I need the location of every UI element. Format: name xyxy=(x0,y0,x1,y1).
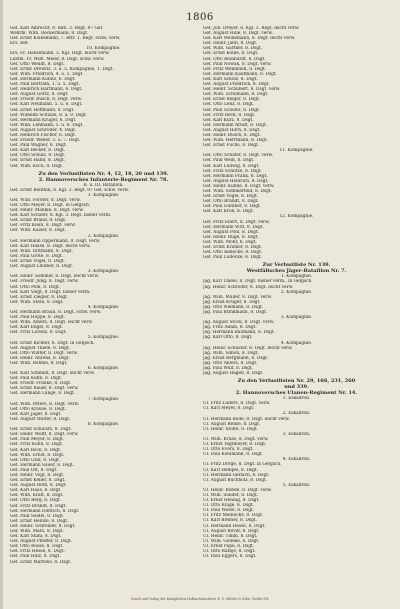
list-entry: Gef. Hermann Braun, 8. Dsgt. schw. verw. xyxy=(10,309,102,315)
list-entry: Gef. Ernst Rieger, 8. Dsgt. xyxy=(203,97,261,103)
list-entry: Ldstm. Fr. Wilh. Meier, 8. Dsgt. schw. verw. xyxy=(10,56,105,62)
subsection-heading: 3. Eskadron. xyxy=(282,431,311,437)
list-entry: Jäg. Paul Wulf, 8. Dsgt. xyxy=(203,366,254,371)
section-heading: Westfälisches Jäger-Bataillon Nr. 7. xyxy=(246,268,347,275)
list-entry: Jäg. Wilh. Simon, 8. Dsgt. xyxy=(203,350,259,356)
list-entry: Gef. Ernst Keller, 8. Dsgt. xyxy=(10,478,66,484)
list-entry: Ul. Karl Hempel, 8. Dsgt. xyxy=(203,467,259,473)
subsection-heading: 5. Eskadron. xyxy=(282,482,311,488)
list-entry: Gef. Karl Albrecht, 9. Batl. 3. Regt. 97 Gef. xyxy=(10,26,104,31)
list-entry: Jäg. Karl Otto, 8. Dsgt. xyxy=(203,335,253,341)
list-entry: Gef. Hermann Krüger, 8. Dsgt. xyxy=(10,117,77,123)
list-entry: Gef. Fritz Kühn, 8. Dsgt. xyxy=(10,442,64,448)
list-entry: Gef. Otto Krause, 8. Dsgt. xyxy=(10,406,67,412)
list-entry: Jäg. Ernst Krüger, 8. Dsgt. xyxy=(203,299,261,305)
subsection-heading: 3. Kompagnie. xyxy=(87,269,120,275)
page-spine xyxy=(0,0,3,609)
list-entry: Gef. Wilh. Lehmann, 5. u. 8. Dsgt. xyxy=(10,122,84,128)
list-entry: Gef. Karl Haas, 8. Dsgt. xyxy=(10,488,62,494)
list-entry: Gef. Ernst Vogel, 8. Dsgt. xyxy=(10,259,66,265)
left-column xyxy=(10,26,197,596)
list-entry: Ul. Ernst Hennig, 8. Dsgt. xyxy=(203,498,260,504)
list-entry: Gef. Wilh. Friedrich, 4. u. 5. Dsgt. xyxy=(10,71,84,77)
subsection-heading: 6. Kompagnie. xyxy=(87,366,120,371)
list-entry: Gef. Otto Reinhardt, 8. Dsgt. xyxy=(203,56,266,62)
list-entry: Gef. Karl Haase, 8. Dsgt. leicht verw. xyxy=(10,243,91,249)
list-entry: Gef. Wilh. Marx, 8. Dsgt. xyxy=(10,529,64,534)
list-entry: Gef. August Pohl, 8. Dsgt. xyxy=(203,229,259,235)
list-entry: Gef. Karl Scholz, 8. Dsgt. xyxy=(203,76,258,82)
list-entry: Gef. Hermann Oppermann, 8. Dsgt. verw. xyxy=(10,238,101,244)
subsection-heading: 4. Kompagnie. xyxy=(280,340,313,346)
section-heading: 2. Hannoversches Ulanen-Regiment Nr. 14. xyxy=(235,390,358,397)
list-entry: Gef. August Pfeiffer, 8. Dsgt. xyxy=(10,539,73,545)
list-entry: Gef. Hermann Kaufmann, 8. Dsgt. xyxy=(203,71,278,77)
list-entry: Ul. Paul Eggers, 8. Dsgt. xyxy=(203,554,257,560)
list-entry: Gef. Ernst Schwarz, 8. Dsgt. xyxy=(10,427,72,433)
list-entry: Gef. Heinr. Sommer, 8. Dsgt. leicht verw. xyxy=(10,274,99,280)
list-entry: Ul. Paul Kohlmann, 8. Dsgt. xyxy=(203,452,264,458)
subsection-heading: 8. Kompagnie. xyxy=(87,422,120,428)
list-entry: Gef. Wilhelm Schulze, 8. u. 9. Dsgt. xyxy=(10,112,88,118)
list-entry: Gef. Paul Weiß, 8. Dsgt. xyxy=(203,158,255,164)
subsection-heading: 11. Kompagnie. xyxy=(279,148,314,154)
list-entry: Jäg. Otto Ahlers, 8. Dsgt. xyxy=(203,360,258,366)
list-entry: Ul. August Buchholz, 8. Dsgt. xyxy=(203,477,268,483)
list-entry: Ul. Ernst Pape, 8. Dsgt. xyxy=(203,543,255,549)
section-heading: Zu den Verlustlisten Nr. 4, 12, 18, 20 und 139. xyxy=(38,170,169,177)
list-entry: Ul. Otto Kluge, 8. Dsgt. xyxy=(203,503,254,509)
list-entry: Gef. Otto Schäfer, 8. Dsgt. verw. xyxy=(203,153,274,159)
list-entry: Gef. Paul Günther, 8. Dsgt. xyxy=(203,204,262,210)
list-entry: Gef. Karl Weidemann, 8. Dsgt. leicht verw. xyxy=(203,36,296,42)
list-entry: Gef. Karl Engel, 8. Dsgt. xyxy=(10,325,63,331)
list-entry: Gef. Ernst Drewitz, 3. u. 5. Kompagnie, 1. Dsgt. xyxy=(10,66,114,72)
list-entry: Gef. Hermann Arndt, 8. Dsgt. xyxy=(203,122,268,128)
list-entry: Jäg. Heinr. Schröder, 8. Dsgt. leicht verw. xyxy=(203,284,294,290)
list-entry: Ul. Heinr. Rohde, 8. Dsgt. verw. xyxy=(203,487,272,493)
list-entry: Ers. Ref. xyxy=(10,41,29,47)
list-entry: Gef. Wilh. Schumann, 8. Dsgt. xyxy=(203,92,269,98)
list-entry: Gef. Wilh. Böhme, 8. Dsgt. xyxy=(10,360,68,366)
list-entry: Ul. Ernst Tegtmeyer, 8. Dsgt. xyxy=(203,442,267,448)
list-entry: Gef. Heinr. Ruge, 8. Dsgt. xyxy=(203,234,259,240)
list-entry: Gef. Karl Becker, 8. Dsgt. xyxy=(10,148,66,154)
list-entry: Wehrm. Wilh. Deckermann, 8. Dsgt. xyxy=(10,31,89,37)
list-entry: Gef. Heinr. Vogt, 8. Dsgt. xyxy=(10,472,65,478)
list-entry: Gef. Otto Busse, 8. Dsgt. xyxy=(10,544,64,550)
list-entry: Gef. Fritz Hesse, 8. Dsgt. xyxy=(10,549,65,555)
list-entry: Gef. Fritz Wendland, 8. Dsgt. xyxy=(203,66,267,72)
subsection-heading: 12. Kompagnie. xyxy=(279,214,314,220)
list-entry: Jäg. August Hagen, 8. Dsgt. xyxy=(203,371,264,377)
list-entry: Gef. Friedr. Weber, 5. u. 7. Dsgt. xyxy=(10,138,81,144)
list-entry: Gef. Karl Voigt, 8. Dsgt. bisher verm. xyxy=(10,289,91,295)
list-entry: Ul. Wilh. Kruse, 8. Dsgt. verw. xyxy=(203,436,269,442)
list-entry: Gef. Karl Kurz, 8. Dsgt. xyxy=(203,117,254,123)
list-entry: Gef. Heinr. Jahn, 8. Dsgt. xyxy=(203,41,258,47)
page-number: 1806 xyxy=(186,12,214,23)
list-entry: Gef. Ernst Hoffmann, 8. Dsgt. xyxy=(10,107,75,113)
list-entry: Gef. Otto Brandt, 8. Dsgt. xyxy=(203,199,259,205)
list-entry: Gef. August Görtz, 8. Dsgt. xyxy=(10,92,69,98)
list-entry: Gef. Wilh. Albers, 8. Dsgt. leicht verw. xyxy=(10,320,93,326)
list-entry: Gef. Paul Wagner, 8. Dsgt. xyxy=(10,143,67,149)
list-entry: Gef. Karl Ludwig, 8. Dsgt. xyxy=(203,163,260,169)
list-entry: Gef. Hermann Lange, 8. Dsgt. xyxy=(10,391,76,397)
list-entry: Ul. August Rehse, 8. Dsgt. xyxy=(203,421,261,427)
list-entry: Jäg. Fritz Adam, 8. Dsgt. xyxy=(203,325,257,331)
section-heading: Zur Verlustliste Nr. 139. xyxy=(262,262,331,269)
list-entry: Gef. Paul Kuhn, 8. Dsgt. xyxy=(10,376,63,382)
list-entry: Gef. Heinr. Schreiber, 8. Dsgt. xyxy=(10,523,76,529)
list-entry: Gef. Paul Meyer, 8. Dsgt. xyxy=(10,437,65,443)
list-entry: Gef. August Schröder, 4. Dsgt. xyxy=(10,127,77,133)
subsection-heading: 2. Kompagnie. xyxy=(280,289,313,295)
list-entry: Gef. Friedr. Franke, 8. Dsgt. xyxy=(10,381,72,387)
list-entry: Gef. Paul Lüdecke, 8. Dsgt. xyxy=(203,255,263,261)
subsection-heading: 2. Kompagnie. xyxy=(87,233,120,239)
list-entry: Gef. Wilh. Förster, 8. Dsgt. verw. xyxy=(10,197,81,203)
list-entry: Ul. Heinr. Timm, 8. Dsgt. xyxy=(203,533,258,539)
list-entry: Gef. Wilh. Koch, 8. Dsgt. xyxy=(10,163,64,169)
list-entry: Ul. Heinr. Stolte, 8. Dsgt. xyxy=(203,426,259,432)
list-entry: Gef. Karl Stahl, 8. Dsgt. xyxy=(10,534,62,540)
list-entry: Ul. August Röver, 8. Dsgt. xyxy=(203,528,260,534)
section-heading: Zu den Verlustlisten Nr. 29, 166, 231, 260 xyxy=(237,378,356,385)
list-entry: Gef. Otto Graf, 8. Dsgt. xyxy=(10,457,61,463)
list-entry: Gef. Otto Winter, 8. Dsgt. verw. xyxy=(10,350,79,356)
list-entry: Gef. Otto Wendt, 8. Dsgt. xyxy=(10,61,65,67)
list-entry: Gef. Fritz Schütze, 8. Dsgt. xyxy=(203,168,263,174)
list-entry: Gef. Otto Schulz, 8. Dsgt. xyxy=(10,153,66,159)
list-entry: Gef. Karl Neumann, 5. u. 6. Dsgt. xyxy=(10,102,83,108)
list-entry: Gef. Ernst Fuchs, 8. Dsgt. xyxy=(203,143,260,149)
list-entry: Ul. Karl Meyer, 8. Dsgt. xyxy=(203,406,255,412)
list-entry: Gef. Ernst Vogel, 8. Dsgt. xyxy=(203,194,259,200)
list-entry: Gef. Otto Benecke, 8. Dsgt. xyxy=(203,250,263,256)
list-entry: Ul. Hermann Bode, 8. Dsgt. leicht verw. xyxy=(203,416,290,422)
list-entry: Gef. Hermann Witt, 8. Dsgt. xyxy=(203,224,264,230)
list-entry: Jäg. Paul Brinkmann, 8. Dsgt. xyxy=(203,309,268,315)
list-entry: Ul. Otto Evers, 8. Dsgt. xyxy=(203,447,254,453)
list-entry: Gef. Fritz Ebert, 8. Dsgt. verw. xyxy=(203,219,270,225)
list-entry: Gef. Wilh. Kaiser, 8. Dsgt. xyxy=(10,228,66,234)
list-entry: Ul. Hermann Hesse, 8. Dsgt. xyxy=(203,523,266,529)
list-entry: Gef. Heinrich Hartmann, 6. Dsgt. xyxy=(10,87,83,93)
list-entry: Gef. Karl Jäger, 8. Dsgt. xyxy=(10,411,62,417)
list-entry: Gef. Otto Meyer, 8. Dsgt. in Gefgsch. xyxy=(10,203,91,208)
list-entry: Jäg. Karl Thiele, 8. Dsgt. bisher verm., in Gefgsch. xyxy=(203,279,313,285)
list-entry: Gef. Karl Schmidt, 8. Dsgt. leicht verw. xyxy=(10,371,95,377)
list-entry: Gef. Fritz Beck, 8. Dsgt. xyxy=(203,112,256,118)
list-entry: Gef. August Walter, 8. Dsgt. xyxy=(10,416,71,422)
columns-container xyxy=(10,26,390,596)
list-entry: Gef. Otto Berg, 8. Dsgt. xyxy=(10,498,62,504)
list-entry: Gef. Ernst Brand, 8. Dsgt. xyxy=(10,218,67,224)
subsection-heading: 2. Eskadron. xyxy=(282,411,311,417)
list-entry: Gef. Ernst Kolbemann, 7. Bttr. 1. Regt. schw. verw. xyxy=(10,36,121,42)
list-entry: Jäg. August Stock, 8. Dsgt. verw. xyxy=(203,320,275,326)
list-entry: Jäg. Wilh. Müller, 8. Dsgt. verw. xyxy=(203,294,273,300)
list-entry: Gef. Heinr. Busch, 8. Dsgt. xyxy=(203,132,261,138)
list-entry: Ul. Paul Wiese, 8. Dsgt. xyxy=(203,508,255,514)
list-entry: Gef. Ernst Ziegler, 8. Dsgt. xyxy=(10,294,69,300)
subsection-heading: 10. Kompagnie. xyxy=(86,46,121,52)
list-entry: Gef. Heinr. Mahlke, 8. Dsgt. verw. xyxy=(10,208,84,214)
list-entry: Ul. Otto Rathje, 8. Dsgt. xyxy=(203,549,256,554)
list-entry: Ul. Karl Bremer, 8. Dsgt. xyxy=(203,518,257,524)
list-entry: Gef. Paul Grote, 8. Dsgt. xyxy=(10,253,63,259)
list-entry: Jäg. Ernst Bergmann, 8. Dsgt. xyxy=(203,355,269,361)
list-entry: Gef. August Roth, 8. Dsgt. xyxy=(10,483,67,489)
list-entry: Jäg. Heinr. Schuster, 8. Dsgt. leicht verw. xyxy=(203,345,293,351)
list-entry: Jäg. Otto Niemann, 8. Dsgt. xyxy=(203,304,264,310)
list-entry: Gef. Karl Bock, 8. Dsgt. xyxy=(10,447,62,453)
list-entry: Gef. Joh. Dreyer, 8. Kgl. 3. Regt. leicht verw. xyxy=(203,26,300,31)
list-entry: Gef. August Heinrich, 8. Dsgt. xyxy=(203,178,269,184)
subsection-heading: 5. Kompagnie. xyxy=(87,335,120,341)
list-entry: Gef. Hermann Sauer, 8. Dsgt. xyxy=(10,462,75,468)
list-entry: Gef. Hermann Dietrich, 8. Dsgt. xyxy=(10,508,80,514)
list-entry: Jäg. Hermann Baumann, 8. Dsgt. xyxy=(203,330,275,336)
list-entry: Gef. Heinr. Schubert, 8. Dsgt. verw. xyxy=(203,87,281,93)
list-entry: Gef. Paul Nowak, 8. Dsgt. verw. xyxy=(203,61,272,67)
list-entry: Gef. Hermann Frank, 8. Dsgt. xyxy=(203,173,268,179)
list-entry: Gef. Ernst Benthin, 8. Kgl. 3. Regt. 97 Gef. schw. verw. xyxy=(10,187,130,193)
subsection-heading: 1. Kompagnie. xyxy=(280,274,313,280)
list-entry: Gef. Ernst Kolbe, 8. Dsgt. xyxy=(203,51,259,57)
subsection-heading: 4. Eskadron. xyxy=(282,457,311,463)
list-entry: Gef. Fritz Klein, 8. Dsgt. verw. xyxy=(10,223,76,229)
list-entry: Gef. Wilh. Mohr, 8. Dsgt. xyxy=(203,239,257,245)
list-entry: Gef. Heinr. Wolff, 8. Dsgt. verw. xyxy=(10,432,79,438)
list-entry: Gef. Wilh. Sommerfeld, 8. Dsgt. xyxy=(203,189,272,194)
list-entry: Gef. Ernst Kramer, 8. Dsgt. xyxy=(203,245,263,251)
list-entry: Gef. Ernst Hahn, 8. Dsgt. xyxy=(10,158,65,164)
list-entry: Gef. Friedr. Jung, 8. Dsgt. verw. xyxy=(10,279,79,285)
list-entry: Ers. Fr. Hansemann, 5. Kgl. Dsgt. leicht verw. xyxy=(10,51,110,57)
list-entry: Ul. Hermann Gerlach, 8. Dsgt. xyxy=(203,472,270,478)
list-entry: Gef. August Friedrich, 8. Dsgt. xyxy=(203,82,270,88)
subsection-heading: 4. Kompagnie. xyxy=(87,304,120,310)
list-entry: Gef. Heinrich Fischer, 6. Dsgt. xyxy=(10,132,77,138)
subsection-heading: II. u. III. Bataillon. xyxy=(83,182,124,188)
list-entry: Gef. Hermann Kubitz, 6. Dsgt. xyxy=(10,76,76,82)
list-entry: Ul. Fritz Meinecke, 8. Dsgt. xyxy=(203,513,264,519)
subsection-heading: 1. Eskadron. xyxy=(282,396,311,402)
list-entry: Gef. Wilh. Stein, 8. Dsgt. xyxy=(10,299,64,305)
list-entry: Gef. Ernst Heinze, 8. Dsgt. xyxy=(10,518,69,524)
list-entry: Gef. Wilh. Peters, 8. Dsgt. verw. xyxy=(10,401,80,407)
list-entry: Gef. Friedr. Busch, 8. Dsgt. verw. xyxy=(10,97,83,103)
list-entry: Gef. Ernst Bauer, 8. Dsgt. verw. xyxy=(10,386,79,392)
list-entry: Gef. Heinr. Ahrens, 8. Dsgt. xyxy=(10,355,71,361)
section-heading: 2. Hannoversches Infanterie-Regiment Nr. 78. xyxy=(38,176,169,183)
list-entry: Gef. Fritz Lorenz, 8. Dsgt. xyxy=(10,330,67,336)
list-entry: Gef. Paul Hinz, 8. Dsgt. xyxy=(10,554,61,560)
list-entry: Ul. Fritz Lüders, 8. Dsgt. verw. xyxy=(203,401,271,407)
list-entry: Gef. Paul Hoppe, 8. Dsgt. xyxy=(10,315,65,321)
list-entry: Gef. Karl Kroll, 8. Dsgt. xyxy=(203,209,255,215)
page-footer: Druck und Verlag der Königlichen Hofbuchdruckerei E. S. Mittler & Sohn, Berlin SW. xyxy=(130,597,270,601)
list-entry: Gef. August Horn, 8. Dsgt. xyxy=(203,127,261,133)
list-entry: Gef. August Lindner, 8. Dsgt. xyxy=(10,264,74,270)
list-entry: Ul. Wilh. Gödeke, 8. Dsgt. xyxy=(203,538,260,544)
list-entry: Gef. Wilh. Kraft, 8. Dsgt. xyxy=(10,493,64,499)
list-entry: Ul. Fritz Dörge, 8. Dsgt. in Gefgsch. xyxy=(203,462,282,468)
list-entry: Gef. Karl Schäfer, 8. Kgl. 3. Regt. bisher verm. xyxy=(10,213,112,219)
list-entry: Gef. Otto Lenz, 8. Dsgt. xyxy=(203,102,255,108)
list-entry: Gef. Ernst Richter, 8. Dsgt. in Gefgsch. xyxy=(10,340,95,346)
list-entry: Gef. Wilh. Gärtner, 8. Dsgt. xyxy=(203,46,263,52)
right-column xyxy=(203,26,390,596)
subsection-heading: 1. Kompagnie. xyxy=(87,192,120,198)
section-heading: und 339. xyxy=(284,384,309,391)
list-entry: Gef. Paul Bertram, 1. u. 5. Dsgt. xyxy=(10,82,80,88)
subsection-heading: 3. Kompagnie. xyxy=(280,315,313,321)
list-entry: Gef. Fritz Brandt, 8. Dsgt. xyxy=(10,503,67,509)
list-entry: Gef. Ernst Martens, 8. Dsgt. xyxy=(10,559,72,565)
list-entry: Gef. Paul Ott, 8. Dsgt. xyxy=(10,467,58,473)
list-entry: Gef. Paul Schulte, 8. Dsgt. xyxy=(203,107,261,113)
list-entry: Gef. Heinr. Kühne, 8. Dsgt. verw. xyxy=(203,183,275,189)
list-entry: Gef. August Thiele, 8. Dsgt. xyxy=(10,345,70,351)
list-entry: Gef. Wilh. Dittmann, 8. Dsgt. xyxy=(10,248,73,254)
list-entry: Gef. Wilh. Ernst, 8. Dsgt. xyxy=(10,452,65,458)
list-entry: Ul. Wilh. Sander, 8. Dsgt. xyxy=(203,492,259,498)
list-entry: Gef. Otto Pohl, 8. Dsgt. xyxy=(10,284,61,290)
list-entry: Gef. August Hille, 8. Dsgt. verw. xyxy=(203,31,273,37)
subsection-heading: 7. Kompagnie. xyxy=(87,396,120,402)
list-entry: Gef. Wilh. Herrmann, 8. Dsgt. xyxy=(203,138,268,144)
list-entry: Gef. Paul Seidel, 8. Dsgt. xyxy=(10,513,65,519)
